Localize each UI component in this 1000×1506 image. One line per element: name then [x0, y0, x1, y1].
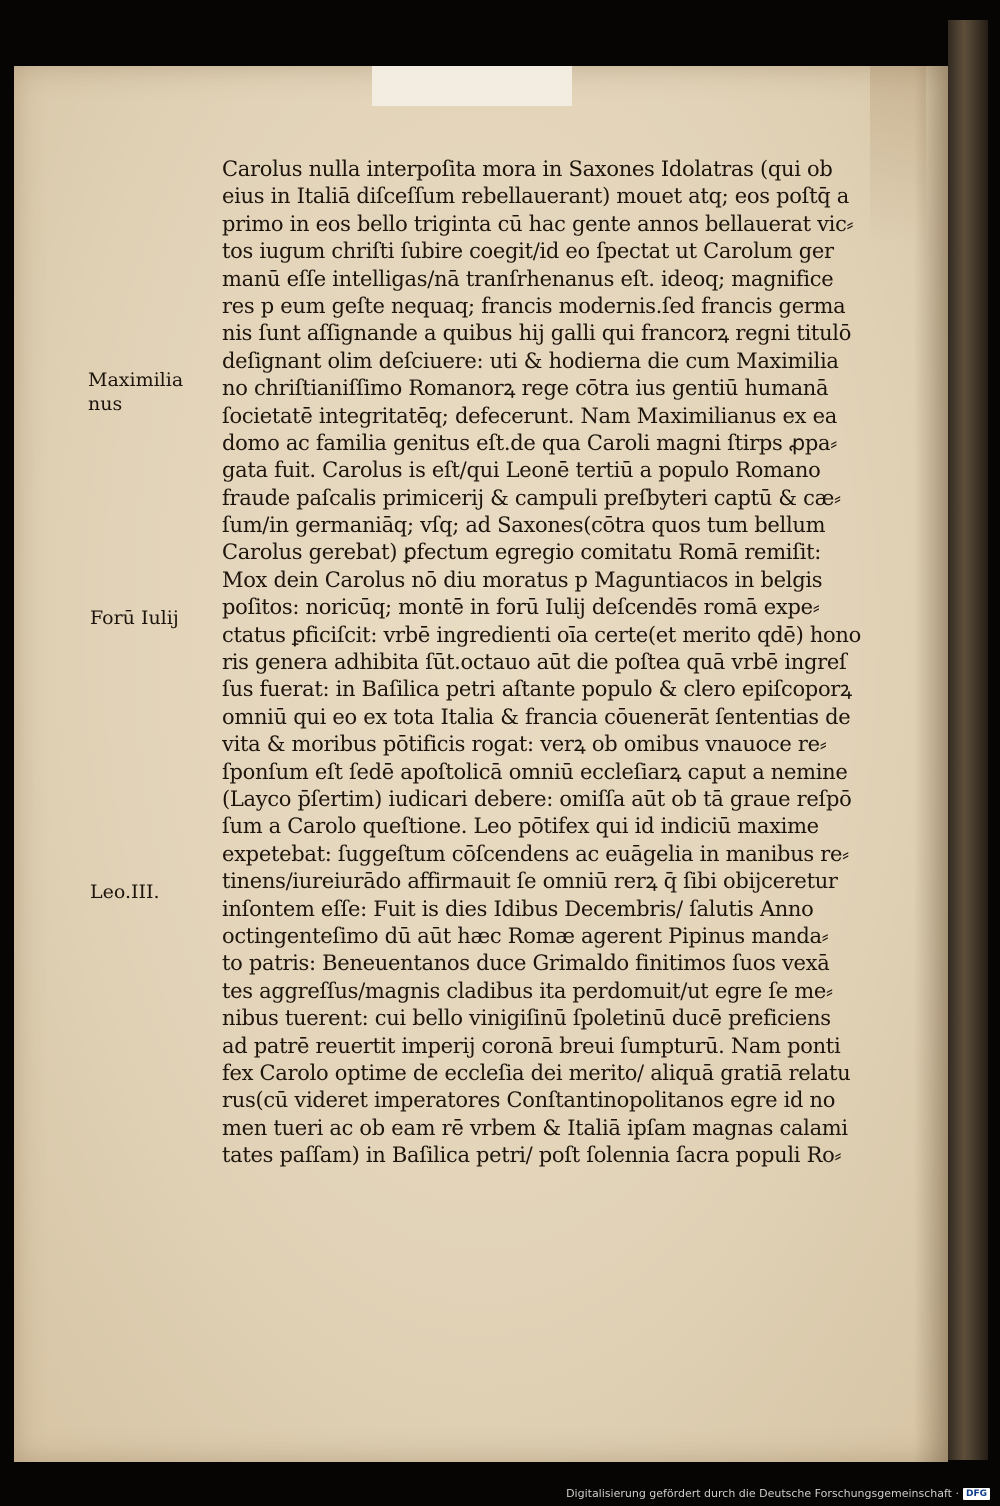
text-line: ſum/in germaniāq; vſq; ad Saxones(cōtra quos tum bellum: [222, 513, 826, 538]
text-line: nibus tuerent: cui bello vinigiſinū ſpoletinū ducē preficiens: [222, 1006, 831, 1031]
text-line: Carolus nulla interpoſita mora in Saxones Idolatras (qui ob: [222, 157, 833, 181]
text-line: ris genera adhibita ſūt.octauo aūt die poſtea quā vrbē ingreſ: [222, 650, 847, 675]
text-line: rus(cū videret imperatores Conſtantinopolitanos egre id no: [222, 1088, 836, 1113]
text-line: fraude paſcalis primicerij & campuli preſbyteri captū & cæ⸗: [222, 485, 841, 510]
text-line: manū eſſe intelligas/nā tranſrhenanus eſt. ideoq; magnifice: [222, 266, 834, 291]
text-line: Mox dein Carolus nō diu moratus p Maguntiacos in belgis: [222, 567, 823, 592]
marginal-note-forum-iulii: Forū Iulij: [90, 607, 179, 629]
text-line: (Layco p̄ſertim) iudicari debere: omiſſa aūt ob tā graue reſpō: [222, 786, 852, 811]
text-line: vita & moribus pōtificis rogat: verꝝ ob omibus vnauoce re⸗: [222, 732, 827, 757]
text-line: primo in eos bello triginta cū hac gente annos bellauerat vic⸗: [222, 211, 854, 236]
text-line: tinens/iureiurādo affirmauit ſe omniū rerꝝ q̄ ſibi obijceretur: [222, 869, 838, 894]
text-line: ad patrē reuertit imperij coronā breui ſumpturū. Nam ponti: [222, 1033, 841, 1058]
main-text-block: [222, 156, 922, 1169]
text-line: tes aggreſſus/magnis cladibus ita perdomuit/ut egre ſe me⸗: [222, 978, 833, 1003]
text-line: res p eum geſte nequaq; francis modernis.ſed francis germa: [222, 293, 846, 318]
text-line: ſponſum eſt ſedē apoſtolicā omniū eccleſiarꝝ caput a nemine: [222, 759, 848, 784]
book-edge: [948, 20, 988, 1460]
text-line: nis ſunt aſſignande a quibus hij galli qui francorꝝ regni titulō: [222, 321, 852, 346]
text-line: octingenteſimo dū aūt hæc Romæ agerent Pipinus manda⸗: [222, 923, 829, 948]
text-line: ſus fuerat: in Baſilica petri aſtante populo & clero epiſcoporꝝ: [222, 677, 852, 702]
marginal-note-leo: Leo.III.: [90, 881, 160, 903]
text-line: gata fuit. Carolus is eſt/qui Leonē tertiū a populo Romano: [222, 458, 821, 483]
text-line: expetebat: ſuggeſtum cōſcendens ac euāgelia in manibus re⸗: [222, 841, 849, 866]
footer-credit: [566, 1487, 990, 1500]
footer-credit-text: Digitalisierung gefördert durch die Deutsche Forschungsgemeinschaft ·: [566, 1487, 959, 1500]
text-line: ctatus ꝑficiſcit: vrbē ingredienti oīa certe(et merito qdē) hono: [222, 622, 861, 647]
text-line: fex Carolo optime de eccleſia dei merito/ aliquā gratiā relatu: [222, 1060, 851, 1085]
paper-tab: [372, 66, 572, 106]
text-line: eius in Italiā diſceſſum rebellauerant) mouet atq; eos poſtq̄ a: [222, 184, 849, 209]
text-line: poſitos: noricūq; montē in forū Iulij deſcendēs romā expe⸗: [222, 595, 820, 620]
text-line: inſontem eſſe: Fuit is dies Idibus Decembris/ ſalutis Anno: [222, 896, 814, 921]
text-line: to patris: Beneuentanos duce Grimaldo finitimos ſuos vexā: [222, 951, 830, 976]
marginal-note-maximilianus: [88, 368, 183, 416]
text-line: deſignant olim deſciuere: uti & hodierna die cum Maximilia: [222, 348, 839, 373]
text-line: Carolus gerebat) ꝑfectum egregio comitatu Romā remiſit:: [222, 540, 822, 565]
text-line: ſum a Carolo queſtione. Leo pōtifex qui id indiciū maxime: [222, 814, 819, 839]
marginal-note-line: nus: [88, 393, 123, 415]
text-line: men tueri ac ob eam rē vrbem & Italiā ipſam magnas calami: [222, 1115, 848, 1140]
text-line: domo ac familia genitus eſt.de qua Caroli magni ſtirps ꝓpa⸗: [222, 430, 837, 455]
text-line: no chriſtianiſſimo Romanorꝝ rege cōtra ius gentiū humanā: [222, 376, 829, 401]
dfg-logo: DFG: [963, 1488, 990, 1500]
text-line: tos iugum chriſti ſubire coegit/id eo ſpectat ut Carolum ger: [222, 239, 834, 264]
text-line: omniū qui eo ex tota Italia & francia cōuenerāt ſententias de: [222, 704, 851, 729]
marginal-note-line: Maximilia: [88, 369, 184, 391]
text-line: tates paſſam) in Baſilica petri/ poſt ſolennia ſacra populi Ro⸗: [222, 1143, 842, 1168]
text-line: ſocietatē integritatēq; defecerunt. Nam Maximilianus ex ea: [222, 403, 837, 428]
